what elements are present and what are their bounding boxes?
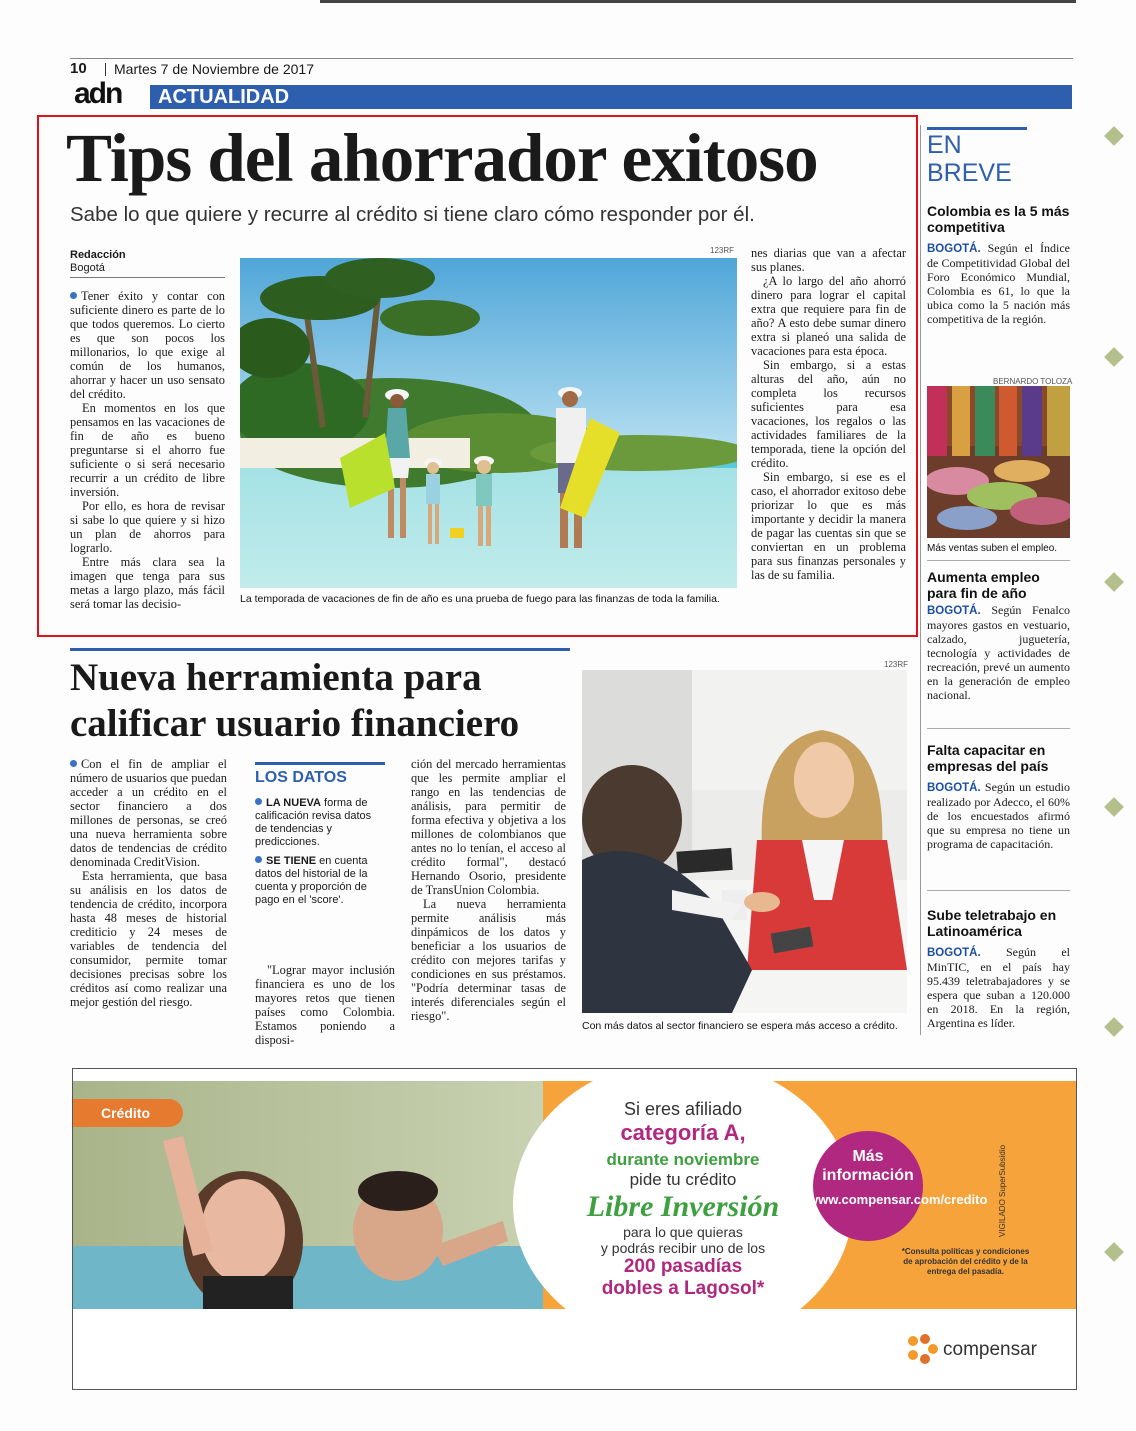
paragraph: Sin embargo, si a estas alturas del año, aún no completa los recursos suficientes para esa vacaciones, los regalos o las actividades familiares de la temporada, tiene la opción del crédito. <box>751 358 906 470</box>
ad-circle-line2: información <box>822 1167 914 1184</box>
paragraph: En momentos en los que pensamos en las vacaciones de fin de año es bueno preguntarse si el ahorro fue suficiente o si será necesario recurrir a un crédito de libre inversión. <box>70 401 225 499</box>
top-rule <box>320 0 1076 3</box>
datos-rule <box>255 762 385 765</box>
second-col-2 <box>255 963 395 1047</box>
paragraph: nes diarias que van a afectar sus planes. <box>751 246 906 274</box>
ad-line9: dobles a Lagosol* <box>601 1278 765 1299</box>
brief-title: Colombia es la 5 más competitiva <box>927 203 1070 235</box>
brief-title: Aumenta empleo para fin de año <box>927 569 1040 601</box>
ad-circle-line1: Más <box>852 1148 884 1165</box>
paragraph: La nueva herramienta permite análisis más dinpámicos de los datos y beneficiar a los usuarios de crédito con mejores tarifas y condiciones en sus préstamos. "Podría determinar tasas de interés diferenciales según el riesgo". <box>411 897 566 1023</box>
brief-text: Según un estudio realizado por Adecco, el 60% de los encuestados afirmó que su empresa no tiene un programa de capacitación. <box>927 780 1070 851</box>
sidebar-photo-credit: BERNARDO TOLOZA <box>993 377 1073 386</box>
paragraph: ¿A lo largo del año ahorró dinero para lograr el capital extra que requiere para fin de año? A esto debe sumar dinero extra si planeó una salida de vacaciones para esta época. <box>751 274 906 358</box>
registration-mark <box>1104 126 1124 146</box>
paragraph: Por ello, es hora de revisar si sabe lo que quiere y si hizo un plan de ahorros para lograrlo. <box>70 499 225 555</box>
ad-vigilado: VIGILADO SuperSubsidio <box>998 1144 1007 1237</box>
office-photo-credit: 123RF <box>884 660 909 669</box>
brief-text: Según el Índice de Competitividad Global del Foro Económico Mundial, Colombia es 61, lo que la ubica como la 5 nación más competitiva de la región. <box>927 241 1070 326</box>
registration-mark <box>1104 797 1124 817</box>
brief-1 <box>927 203 1070 326</box>
brief-city: BOGOTÁ. <box>927 605 981 617</box>
bullet-icon <box>255 798 262 805</box>
ad-circle-text <box>813 1147 923 1185</box>
beach-family-photo <box>240 258 737 588</box>
office-scene <box>582 670 907 1013</box>
beach-scene <box>240 258 737 588</box>
ad-line4: pide tu crédito <box>629 1170 737 1189</box>
page-number: 10 <box>70 60 87 77</box>
header-divider <box>105 63 106 76</box>
quote: "Lograr mayor inclusión financiera es uno de los mayores retos que tienen países como Colombia. Estamos poniendo a disposi- <box>255 963 395 1047</box>
datos-text: forma de calificación revisa datos de tendencias y predicciones. <box>255 797 372 848</box>
compensar-logo-icon <box>903 1331 943 1371</box>
sidebar-title-line1: EN <box>927 131 962 159</box>
registration-mark <box>1104 1242 1124 1262</box>
photo-credit: 123RF <box>710 246 735 255</box>
datos-lead: LA NUEVA <box>266 797 321 809</box>
paragraph: Tener éxito y contar con suficiente dinero es parte de lo que todos queremos. Lo cierto es que son pocos los millonarios, lo que exige al común de los humanos, ahorrar y hacer un uso sensato del crédito. <box>70 289 225 401</box>
brief-text: Según Fenalco mayores gastos en vestuario, calzado, juguetería, tecnología y actividades de recreación, prevé un aumento en la generación de empleo nacional. <box>927 603 1070 702</box>
sidebar-rule <box>927 560 1070 561</box>
paragraph: Esta herramienta, que basa su análisis en los datos de tendencia de crédito, incorpora hasta 48 meses de historial crediticio y 24 meses de variables de tendencia del consumidor, permite tomar decisiones precisas sobre los créditos así como realizar una mejor gestión del riesgo. <box>70 869 227 1009</box>
bullet-icon <box>70 292 77 299</box>
brief-4 <box>927 907 1070 1030</box>
datos-title: LOS DATOS <box>255 769 347 786</box>
registration-mark <box>1104 572 1124 592</box>
ad-tag: Crédito <box>73 1099 183 1127</box>
brief-city: BOGOTÁ. <box>927 243 981 255</box>
ad-disclaimer: *Consulta políticas y condiciones de aprobación del crédito y de la entrega del pasadía. <box>901 1247 1030 1276</box>
shoes-photo <box>927 386 1070 538</box>
compensar-brand: compensar <box>943 1339 1037 1360</box>
registration-mark <box>1104 1017 1124 1037</box>
brief-city: BOGOTÁ. <box>927 947 981 959</box>
ad-copy <box>543 1099 823 1300</box>
ad-url[interactable]: www.compensar.com/credito <box>808 1192 988 1207</box>
sidebar-divider <box>920 125 921 1035</box>
ad-line8: 200 pasadías <box>623 1256 743 1277</box>
ad-box <box>72 1068 1077 1390</box>
sidebar-rule <box>927 890 1070 891</box>
sidebar-title-rule <box>927 127 1027 130</box>
bullet-icon <box>70 760 77 767</box>
ad-line5: Libre Inversión <box>586 1190 780 1223</box>
adn-logo: adn <box>74 77 122 110</box>
second-headline-line1: Nueva herramienta para <box>70 656 482 699</box>
header-rule <box>70 58 1073 59</box>
main-headline: Tips del ahorrador exitoso <box>66 120 818 196</box>
sidebar-rule <box>927 728 1070 729</box>
paragraph: Sin embargo, si ese es el caso, el ahorrador exitoso debe priorizar lo que es más importante y decidir la manera de pagar las cuentas sin que se conviertan en un problema para sus finanzas personales y las de su familia. <box>751 470 906 582</box>
brief-title: Sube teletrabajo en Latinoamérica <box>927 907 1057 939</box>
main-col-1 <box>70 289 225 611</box>
datos-item <box>255 797 385 849</box>
brief-title: Falta capacitar en empresas del país <box>927 742 1049 774</box>
sidebar-photo-caption: Más ventas suben el empleo. <box>927 543 1058 554</box>
second-col-1 <box>70 757 227 1009</box>
espadrilles-scene <box>927 386 1070 538</box>
issue-date: Martes 7 de Noviembre de 2017 <box>114 61 314 77</box>
datos-text: en cuenta datos del historial de la cuenta y proporción de pago en el 'score'. <box>255 855 368 906</box>
ad-line7: y podrás recibir uno de los <box>600 1240 766 1256</box>
brief-city: BOGOTÁ. <box>927 782 981 794</box>
datos-list <box>255 797 385 907</box>
second-col-3 <box>411 757 566 1023</box>
office-photo-caption: Con más datos al sector financiero se espera más acceso a crédito. <box>582 1020 898 1032</box>
paragraph: ción del mercado herramientas que les permite ampliar el rango en las tendencias de análisis, para permitir de forma efectiva y objetiva a los millones de colombianos que antes no lo tenían, el acceso al crédito formal", destacó Hernando Osorio, presidente de TransUnion Colombia. <box>411 757 566 897</box>
photo-caption: La temporada de vacaciones de fin de año es una prueba de fuego para las finanzas de toda la familia. <box>240 593 720 605</box>
byline-location: Bogotá <box>70 262 105 274</box>
main-subtitle: Sabe lo que quiere y recurre al crédito si tiene claro cómo responder por él. <box>70 203 755 226</box>
ad-line2: categoría A, <box>620 1120 746 1145</box>
bullet-icon <box>255 856 262 863</box>
ad-line3: durante noviembre <box>606 1150 760 1169</box>
registration-mark <box>1104 347 1124 367</box>
section-label: ACTUALIDAD <box>158 86 290 108</box>
brief-2 <box>927 569 1070 702</box>
office-handshake-photo <box>582 670 907 1013</box>
byline: Redacción <box>70 249 126 261</box>
paragraph: Entre más clara sea la imagen que tenga para sus metas a largo plazo, más fácil será tomar las decisio- <box>70 555 225 611</box>
ad-line1: Si eres afiliado <box>623 1099 743 1119</box>
brief-text: Según el MinTIC, en el país hay 95.439 teletrabajadores y se espera que suban a 120.000 en 2018. En la región, Argentina es líder. <box>927 945 1070 1030</box>
datos-lead: SE TIENE <box>266 855 317 867</box>
sidebar-title-line2: BREVE <box>927 159 1012 187</box>
byline-rule <box>70 277 225 278</box>
second-article-rule <box>70 648 570 651</box>
datos-item <box>255 855 385 907</box>
second-headline-line2: calificar usuario financiero <box>70 702 520 745</box>
paragraph: Con el fin de ampliar el número de usuarios que puedan acceder a un crédito en el sector financiero a dos millones de personas, se creó una nueva herramienta sobre datos de tendencias de crédito denominada CreditVision. <box>70 757 227 869</box>
main-col-2 <box>751 246 906 582</box>
brief-3 <box>927 742 1070 851</box>
compensar-dots <box>903 1331 943 1371</box>
ad-line6: para lo que quieras <box>623 1224 743 1240</box>
